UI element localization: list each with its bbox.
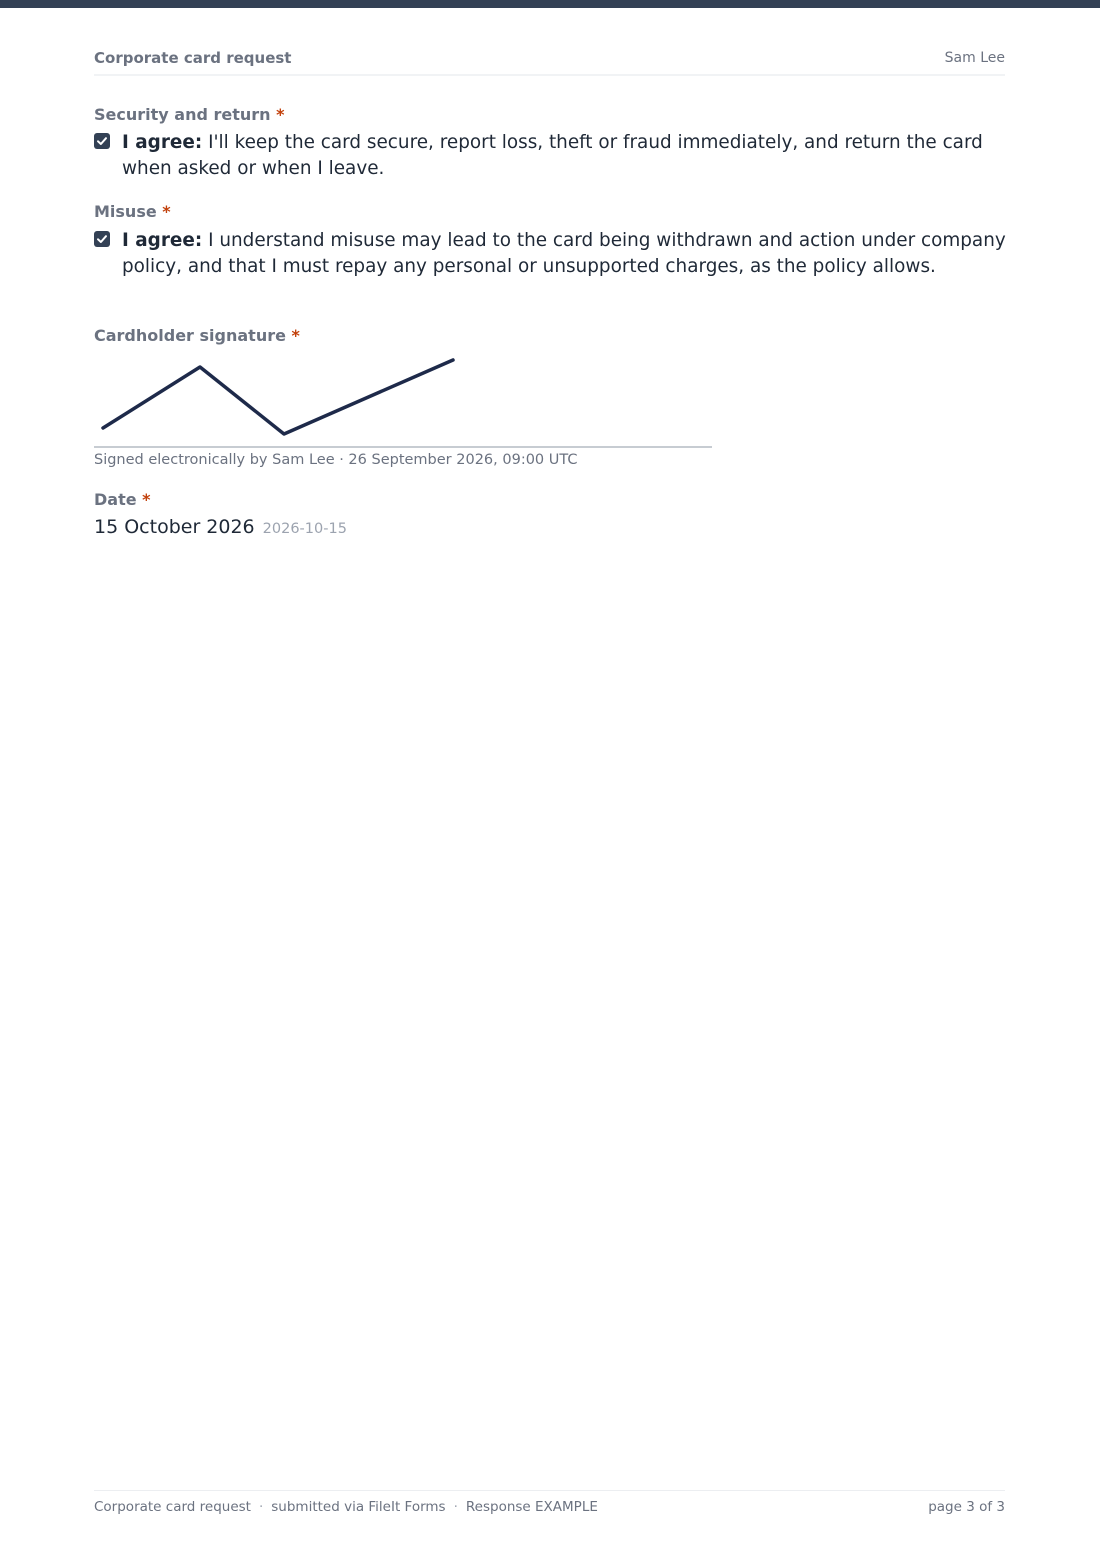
security-consent-text: [122, 130, 1006, 181]
signature-drawing: [94, 352, 712, 448]
misuse-label-text: Misuse: [94, 202, 157, 221]
required-marker: *: [162, 202, 171, 221]
misuse-consent-text: [122, 228, 1006, 279]
date-field-label: [94, 490, 151, 509]
date-value-row: [94, 516, 347, 538]
date-iso: 2026-10-15: [262, 521, 347, 537]
date-value: 15 October 2026: [94, 516, 255, 538]
checkbox-checked-icon: [96, 135, 108, 147]
footer-response-id: Response EXAMPLE: [465, 1499, 598, 1515]
footer-form-name: Corporate card request: [94, 1499, 251, 1515]
signature-caption: Signed electronically by Sam Lee · 26 September 2026, 09:00 UTC: [94, 452, 578, 468]
footer-submitted-via: submitted via FileIt Forms: [271, 1499, 446, 1515]
top-accent-bar: [0, 0, 1100, 8]
security-label-text: Security and return: [94, 105, 271, 124]
misuse-agree-checkbox[interactable]: [94, 231, 110, 247]
respondent-name: Sam Lee: [944, 50, 1005, 66]
required-marker: *: [142, 490, 151, 509]
footer-info: [94, 1499, 598, 1515]
security-field-label: [94, 105, 285, 124]
page-header: [94, 48, 1005, 76]
security-statement: I'll keep the card secure, report loss, theft or fraud immediately, and return the card when asked or when I leave.: [122, 132, 983, 179]
page-number: page 3 of 3: [928, 1499, 1005, 1515]
agree-label: I agree:: [122, 230, 203, 251]
misuse-statement: I understand misuse may lead to the card being withdrawn and action under company policy, and that I must repay any personal or unsupported charges, as the policy allows.: [122, 230, 1006, 277]
required-marker: *: [291, 326, 300, 345]
checkbox-checked-icon: [96, 233, 108, 245]
date-label-text: Date: [94, 490, 137, 509]
signature-pad: [94, 352, 712, 448]
signature-field-label: [94, 326, 300, 345]
page-footer: [94, 1490, 1005, 1520]
footer-separator: ·: [258, 1499, 264, 1515]
misuse-field-label: [94, 202, 171, 221]
signature-label-text: Cardholder signature: [94, 326, 286, 345]
security-agree-checkbox[interactable]: [94, 133, 110, 149]
agree-label: I agree:: [122, 132, 203, 153]
footer-separator: ·: [453, 1499, 458, 1515]
required-marker: *: [276, 105, 285, 124]
form-title: Corporate card request: [94, 49, 292, 67]
